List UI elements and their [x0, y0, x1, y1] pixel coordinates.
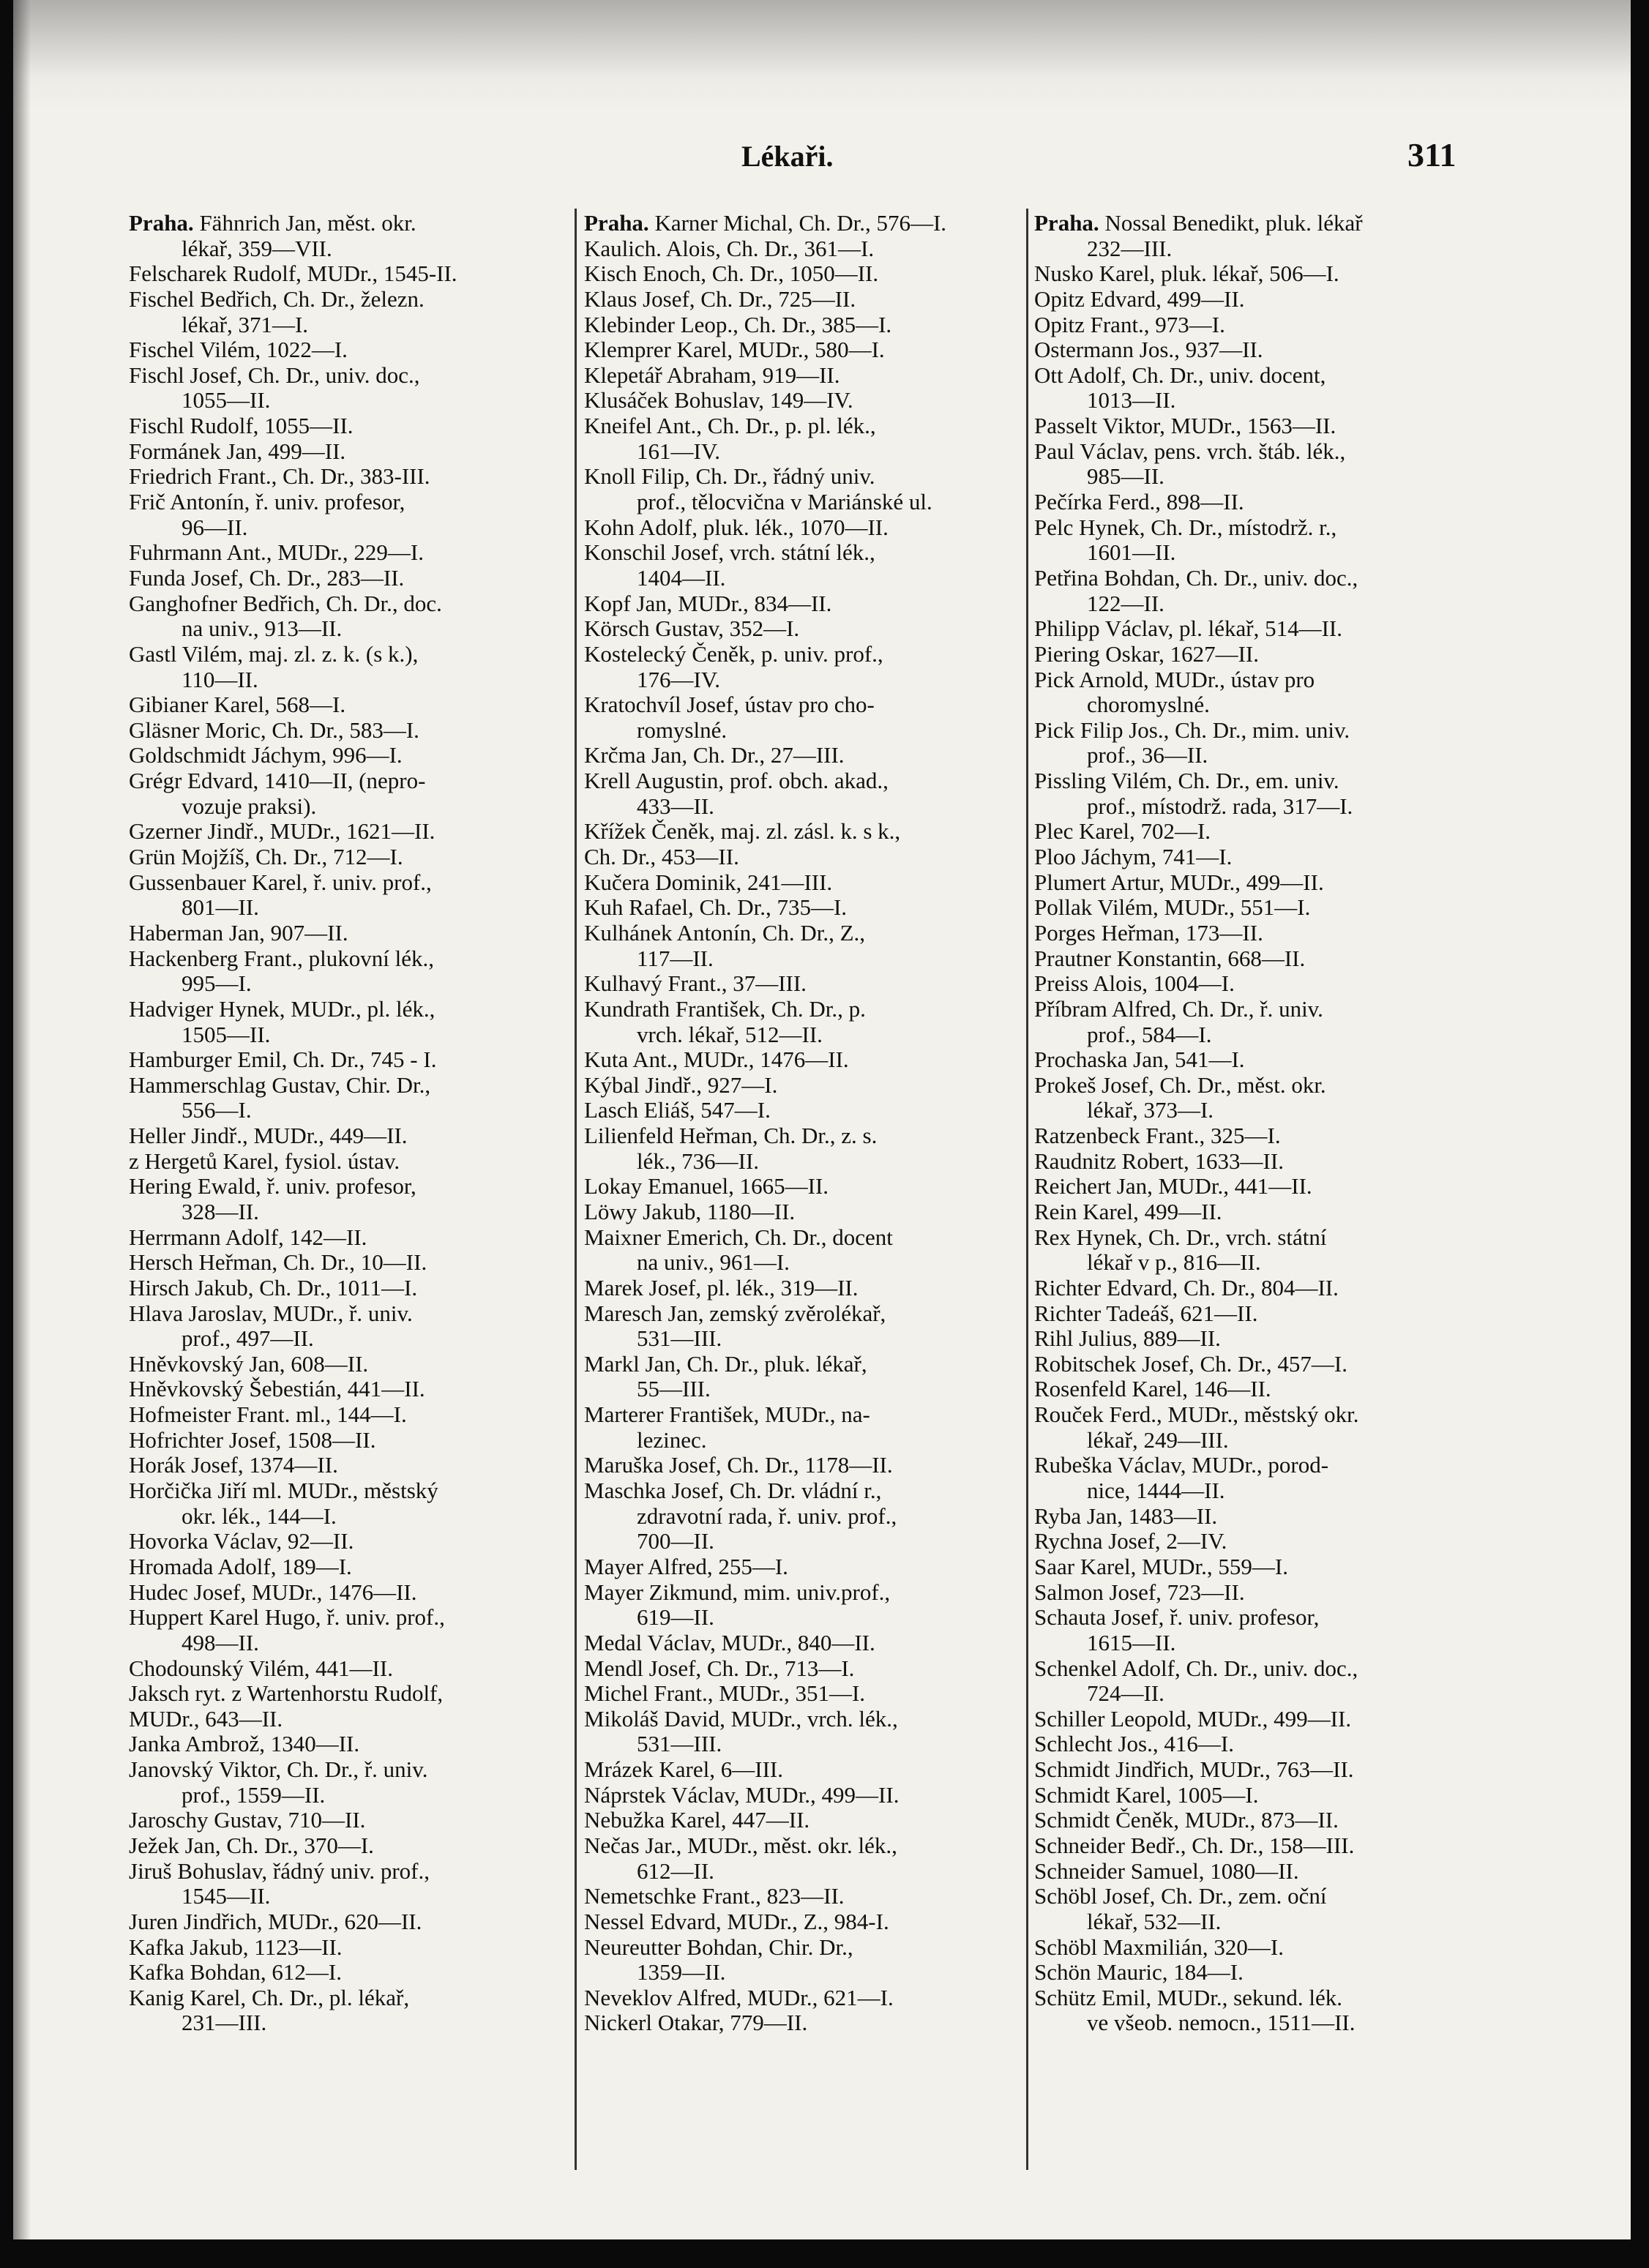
- directory-line: Rex Hynek, Ch. Dr., vrch. státní: [1034, 1224, 1327, 1250]
- directory-line: Hering Ewald, ř. univ. profesor,: [129, 1173, 416, 1200]
- directory-line: Maruška Josef, Ch. Dr., 1178—II.: [584, 1452, 893, 1478]
- directory-line: Opitz Frant., 973—I.: [1034, 311, 1225, 337]
- directory-line: 801—II.: [182, 894, 259, 921]
- directory-line: Nečas Jar., MUDr., měst. okr. lék.,: [584, 1833, 897, 1858]
- directory-line: 724—II.: [1087, 1680, 1164, 1707]
- directory-line: Kafka Jakub, 1123—II.: [129, 1934, 343, 1960]
- directory-line: Robitschek Josef, Ch. Dr., 457—I.: [1034, 1350, 1347, 1377]
- directory-line: Medal Václav, MUDr., 840—II.: [584, 1629, 875, 1655]
- directory-line: Huppert Karel Hugo, ř. univ. prof.,: [129, 1604, 445, 1631]
- directory-line: Opitz Edvard, 499—II.: [1034, 285, 1245, 312]
- directory-line: Kneifel Ant., Ch. Dr., p. pl. lék.,: [584, 413, 876, 439]
- directory-line: 1055—II.: [182, 387, 271, 413]
- directory-line: Felscharek Rudolf, MUDr., 1545-II.: [129, 261, 457, 287]
- page-edge: [13, 0, 31, 2239]
- directory-line: 1013—II.: [1087, 387, 1176, 413]
- directory-line: Lasch Eliáš, 547—I.: [584, 1097, 771, 1123]
- directory-line: Paul Václav, pens. vrch. štáb. lék.,: [1034, 438, 1346, 464]
- directory-line: lezinec.: [637, 1426, 707, 1453]
- directory-line: Nebužka Karel, 447—II.: [584, 1807, 810, 1833]
- directory-line: Ott Adolf, Ch. Dr., univ. docent,: [1034, 362, 1326, 388]
- directory-line: Haberman Jan, 907—II.: [129, 919, 348, 946]
- directory-line: na univ., 961—I.: [637, 1249, 790, 1276]
- directory-line: Gzerner Jindř., MUDr., 1621—II.: [129, 818, 435, 845]
- scan-shadow: [13, 0, 1631, 110]
- directory-line: Kopf Jan, MUDr., 834—II.: [584, 590, 832, 616]
- directory-line: Neveklov Alfred, MUDr., 621—I.: [584, 1984, 894, 2010]
- directory-line: na univ., 913—II.: [182, 615, 343, 642]
- directory-line: Hadviger Hynek, MUDr., pl. lék.,: [129, 995, 435, 1022]
- directory-line: Klebinder Leop., Ch. Dr., 385—I.: [584, 311, 892, 337]
- directory-line: 232—III.: [1087, 235, 1173, 261]
- directory-line: [1034, 211, 1462, 236]
- directory-line: lékař v p., 816—II.: [1087, 1249, 1261, 1276]
- directory-line: Ježek Jan, Ch. Dr., 370—I.: [129, 1833, 374, 1858]
- entry-text: Karner Michal, Ch. Dr., 576—I.: [648, 210, 947, 236]
- directory-line: Náprstek Václav, MUDr., 499—II.: [584, 1781, 900, 1808]
- directory-line: Gibianer Karel, 568—I.: [129, 692, 346, 718]
- directory-line: Hersch Heřman, Ch. Dr., 10—II.: [129, 1249, 427, 1276]
- directory-line: Nusko Karel, pluk. lékař, 506—I.: [1034, 261, 1339, 287]
- directory-line: Hofrichter Josef, 1508—II.: [129, 1426, 376, 1453]
- directory-line: Richter Tadeáš, 621—II.: [1034, 1300, 1258, 1326]
- directory-line: Pečírka Ferd., 898—II.: [1034, 489, 1244, 515]
- directory-line: Klusáček Bohuslav, 149—IV.: [584, 387, 853, 413]
- directory-line: Ratzenbeck Frant., 325—I.: [1034, 1123, 1281, 1149]
- directory-line: Schön Mauric, 184—I.: [1034, 1959, 1244, 1986]
- directory-line: Klaus Josef, Ch. Dr., 725—II.: [584, 285, 856, 312]
- directory-line: Rein Karel, 499—II.: [1034, 1198, 1222, 1224]
- page-title: Lékaři.: [741, 140, 834, 173]
- column-divider: [575, 209, 577, 2170]
- directory-line: Nickerl Otakar, 779—II.: [584, 2010, 808, 2036]
- directory-line: lékař, 373—I.: [1087, 1097, 1214, 1123]
- directory-line: Schenkel Adolf, Ch. Dr., univ. doc.,: [1034, 1655, 1358, 1681]
- directory-line: Prautner Konstantin, 668—II.: [1034, 945, 1306, 971]
- directory-line: Mayer Zikmund, mim. univ.prof.,: [584, 1579, 891, 1605]
- directory-line: Gläsner Moric, Ch. Dr., 583—I.: [129, 716, 419, 743]
- directory-line: Kýbal Jindř., 927—I.: [584, 1071, 778, 1098]
- directory-line: Hammerschlag Gustav, Chir. Dr.,: [129, 1071, 431, 1098]
- directory-line: Marterer František, MUDr., na-: [584, 1401, 870, 1428]
- directory-line: Kuh Rafael, Ch. Dr., 735—I.: [584, 894, 848, 921]
- directory-line: Hirsch Jakub, Ch. Dr., 1011—I.: [129, 1274, 418, 1300]
- directory-line: Kulhavý Frant., 37—III.: [584, 970, 807, 997]
- directory-line: 700—II.: [637, 1528, 714, 1554]
- directory-line: Maixner Emerich, Ch. Dr., docent: [584, 1224, 893, 1250]
- directory-line: Körsch Gustav, 352—I.: [584, 615, 800, 642]
- directory-line: Michel Frant., MUDr., 351—I.: [584, 1680, 866, 1707]
- directory-line: Ploo Jáchym, 741—I.: [1034, 844, 1233, 870]
- directory-line: zdravotní rada, ř. univ. prof.,: [637, 1502, 897, 1529]
- directory-line: Friedrich Frant., Ch. Dr., 383-III.: [129, 463, 430, 490]
- directory-line: romyslné.: [637, 716, 728, 743]
- directory-line: lékař, 371—I.: [182, 311, 309, 337]
- directory-line: Schlecht Jos., 416—I.: [1034, 1731, 1234, 1757]
- directory-line: Schöbl Maxmilián, 320—I.: [1034, 1934, 1284, 1960]
- directory-line: Goldschmidt Jáchym, 996—I.: [129, 742, 403, 768]
- directory-line: Rouček Ferd., MUDr., městský okr.: [1034, 1401, 1359, 1428]
- city-label: Praha.: [129, 210, 194, 236]
- directory-line: Jaksch ryt. z Wartenhorstu Rudolf,: [129, 1680, 444, 1707]
- directory-line: Kučera Dominik, 241—III.: [584, 869, 833, 895]
- directory-line: [584, 211, 1012, 236]
- directory-line: Marek Josef, pl. lék., 319—II.: [584, 1274, 859, 1300]
- directory-line: Kulhánek Antonín, Ch. Dr., Z.,: [584, 919, 866, 946]
- directory-line: Fischel Vilém, 1022—I.: [129, 337, 348, 363]
- directory-line: 612—II.: [637, 1857, 714, 1884]
- directory-line: prof., 1559—II.: [182, 1781, 326, 1808]
- directory-line: Janka Ambrož, 1340—II.: [129, 1731, 360, 1757]
- directory-line: 110—II.: [182, 666, 258, 692]
- directory-line: prof., tělocvična v Mariánské ul.: [637, 489, 932, 515]
- directory-line: Ryba Jan, 1483—II.: [1034, 1502, 1218, 1529]
- directory-line: 1545—II.: [182, 1883, 271, 1909]
- directory-line: Schütz Emil, MUDr., sekund. lék.: [1034, 1984, 1343, 2010]
- scanned-page: [13, 0, 1631, 2239]
- directory-line: Löwy Jakub, 1180—II.: [584, 1198, 796, 1224]
- directory-line: Jiruš Bohuslav, řádný univ. prof.,: [129, 1857, 430, 1884]
- directory-line: 328—II.: [182, 1198, 259, 1224]
- directory-line: Schöbl Josef, Ch. Dr., zem. oční: [1034, 1883, 1327, 1909]
- directory-line: Schneider Samuel, 1080—II.: [1034, 1857, 1299, 1884]
- directory-line: lékař, 532—II.: [1087, 1908, 1222, 1934]
- directory-line: Philipp Václav, pl. lékař, 514—II.: [1034, 615, 1342, 642]
- directory-line: Heller Jindř., MUDr., 449—II.: [129, 1123, 408, 1149]
- directory-line: Herrmann Adolf, 142—II.: [129, 1224, 367, 1250]
- directory-line: Prokeš Josef, Ch. Dr., měst. okr.: [1034, 1071, 1326, 1098]
- column-2: [584, 211, 1012, 2036]
- directory-line: Fuhrmann Ant., MUDr., 229—I.: [129, 539, 424, 566]
- directory-line: 1404—II.: [637, 564, 726, 591]
- directory-line: Konschil Josef, vrch. státní lék.,: [584, 539, 875, 566]
- directory-line: Kuta Ant., MUDr., 1476—II.: [584, 1047, 849, 1073]
- directory-line: Kratochvíl Josef, ústav pro cho-: [584, 692, 875, 718]
- directory-line: z Hergetů Karel, fysiol. ústav.: [129, 1148, 400, 1174]
- directory-line: Schiller Leopold, MUDr., 499—II.: [1034, 1705, 1352, 1732]
- directory-line: Hněvkovský Šebestián, 441—II.: [129, 1376, 425, 1402]
- directory-line: 619—II.: [637, 1604, 714, 1631]
- directory-line: 122—II.: [1087, 590, 1164, 616]
- directory-line: Křížek Čeněk, maj. zl. zásl. k. s k.,: [584, 818, 901, 845]
- directory-line: Klemprer Karel, MUDr., 580—I.: [584, 337, 885, 363]
- directory-line: Ostermann Jos., 937—II.: [1034, 337, 1263, 363]
- directory-line: 117—II.: [637, 945, 714, 971]
- directory-line: Frič Antonín, ř. univ. profesor,: [129, 489, 405, 515]
- directory-line: Pick Filip Jos., Ch. Dr., mim. univ.: [1034, 716, 1350, 743]
- directory-line: 1601—II.: [1087, 539, 1176, 566]
- directory-line: Hněvkovský Jan, 608—II.: [129, 1350, 369, 1377]
- directory-line: Neureutter Bohdan, Chir. Dr.,: [584, 1934, 853, 1960]
- directory-line: 995—I.: [182, 970, 252, 997]
- directory-line: vozuje praksi).: [182, 793, 317, 819]
- directory-line: Hudec Josef, MUDr., 1476—II.: [129, 1579, 417, 1605]
- directory-line: MUDr., 643—II.: [129, 1705, 283, 1732]
- directory-line: Hofmeister Frant. ml., 144—I.: [129, 1401, 407, 1428]
- directory-line: prof., 36—II.: [1087, 742, 1208, 768]
- directory-line: 55—III.: [637, 1376, 711, 1402]
- directory-line: Formánek Jan, 499—II.: [129, 438, 346, 464]
- directory-line: Příbram Alfred, Ch. Dr., ř. univ.: [1034, 995, 1323, 1022]
- directory-line: Ganghofner Bedřich, Ch. Dr., doc.: [129, 590, 442, 616]
- directory-line: Nemetschke Frant., 823—II.: [584, 1883, 845, 1909]
- directory-line: Maresch Jan, zemský zvěrolékař,: [584, 1300, 886, 1326]
- directory-line: Schneider Bedř., Ch. Dr., 158—III.: [1034, 1833, 1355, 1858]
- directory-line: Piering Oskar, 1627—II.: [1034, 640, 1259, 667]
- directory-line: Kanig Karel, Ch. Dr., pl. lékař,: [129, 1984, 410, 2010]
- directory-line: Kundrath František, Ch. Dr., p.: [584, 995, 866, 1022]
- directory-line: Schmidt Čeněk, MUDr., 873—II.: [1034, 1807, 1339, 1833]
- directory-line: Hackenberg Frant., plukovní lék.,: [129, 945, 434, 971]
- directory-line: Rihl Julius, 889—II.: [1034, 1325, 1221, 1352]
- column-3: [1034, 211, 1462, 2036]
- directory-line: Krell Augustin, prof. obch. akad.,: [584, 768, 889, 794]
- directory-line: Rubeška Václav, MUDr., porod-: [1034, 1452, 1329, 1478]
- directory-line: Plec Karel, 702—I.: [1034, 818, 1211, 845]
- directory-line: Richter Edvard, Ch. Dr., 804—II.: [1034, 1274, 1339, 1300]
- directory-line: Grégr Edvard, 1410—II, (nepro-: [129, 768, 426, 794]
- directory-line: lék., 736—II.: [637, 1148, 760, 1174]
- directory-line: Mayer Alfred, 255—I.: [584, 1553, 788, 1579]
- directory-line: vrch. lékař, 512—II.: [637, 1021, 823, 1047]
- directory-line: Maschka Josef, Ch. Dr. vládní r.,: [584, 1478, 882, 1504]
- directory-line: Chodounský Vilém, 441—II.: [129, 1655, 393, 1681]
- directory-line: Prochaska Jan, 541—I.: [1034, 1047, 1245, 1073]
- directory-line: [129, 211, 557, 236]
- directory-line: okr. lék., 144—I.: [182, 1502, 337, 1529]
- page-number: 311: [1407, 136, 1457, 173]
- directory-line: Ch. Dr., 453—II.: [584, 844, 739, 870]
- directory-line: 433—II.: [637, 793, 714, 819]
- directory-line: nice, 1444—II.: [1087, 1478, 1225, 1504]
- directory-line: 1615—II.: [1087, 1629, 1176, 1655]
- directory-line: Funda Josef, Ch. Dr., 283—II.: [129, 564, 405, 591]
- directory-line: Hromada Adolf, 189—I.: [129, 1553, 352, 1579]
- directory-line: Pissling Vilém, Ch. Dr., em. univ.: [1034, 768, 1339, 794]
- directory-line: Janovský Viktor, Ch. Dr., ř. univ.: [129, 1756, 428, 1783]
- directory-line: ve všeob. nemocn., 1511—II.: [1087, 2010, 1356, 2036]
- directory-line: Petřina Bohdan, Ch. Dr., univ. doc.,: [1034, 564, 1358, 591]
- directory-line: Gussenbauer Karel, ř. univ. prof.,: [129, 869, 432, 895]
- entry-text: Nossal Benedikt, pluk. lékař: [1099, 210, 1363, 236]
- directory-line: prof., místodrž. rada, 317—I.: [1087, 793, 1353, 819]
- directory-line: prof., 497—II.: [182, 1325, 314, 1352]
- directory-line: Pelc Hynek, Ch. Dr., místodrž. r.,: [1034, 514, 1337, 540]
- directory-line: 531—III.: [637, 1731, 722, 1757]
- directory-line: Mikoláš David, MUDr., vrch. lék.,: [584, 1705, 898, 1732]
- directory-line: 498—II.: [182, 1629, 259, 1655]
- column-divider: [1026, 209, 1028, 2170]
- directory-line: 985—II.: [1087, 463, 1164, 490]
- directory-line: 161—IV.: [637, 438, 720, 464]
- directory-line: Horčička Jiří ml. MUDr., městský: [129, 1478, 438, 1504]
- directory-line: Fischel Bedřich, Ch. Dr., železn.: [129, 285, 425, 312]
- directory-line: Juren Jindřich, MUDr., 620—II.: [129, 1908, 422, 1934]
- directory-line: Horák Josef, 1374—II.: [129, 1452, 338, 1478]
- directory-line: 1505—II.: [182, 1021, 271, 1047]
- directory-line: Kostelecký Čeněk, p. univ. prof.,: [584, 640, 883, 667]
- directory-line: Salmon Josef, 723—II.: [1034, 1579, 1245, 1605]
- directory-line: Pollak Vilém, MUDr., 551—I.: [1034, 894, 1311, 921]
- directory-line: Kafka Bohdan, 612—I.: [129, 1959, 342, 1986]
- directory-line: Plumert Artur, MUDr., 499—II.: [1034, 869, 1324, 895]
- directory-line: Jaroschy Gustav, 710—II.: [129, 1807, 366, 1833]
- city-label: Praha.: [584, 210, 649, 236]
- directory-line: prof., 584—I.: [1087, 1021, 1212, 1047]
- city-label: Praha.: [1034, 210, 1099, 236]
- directory-line: Klepetář Abraham, 919—II.: [584, 362, 840, 388]
- directory-line: Grün Mojžíš, Ch. Dr., 712—I.: [129, 844, 403, 870]
- directory-line: Fischl Josef, Ch. Dr., univ. doc.,: [129, 362, 420, 388]
- column-1: [129, 211, 557, 2036]
- directory-line: Porges Heřman, 173—II.: [1034, 919, 1263, 946]
- directory-line: Rosenfeld Karel, 146—II.: [1034, 1376, 1271, 1402]
- directory-line: 556—I.: [182, 1097, 252, 1123]
- directory-line: 96—II.: [182, 514, 248, 540]
- directory-line: 1359—II.: [637, 1959, 726, 1986]
- directory-line: Preiss Alois, 1004—I.: [1034, 970, 1235, 997]
- directory-line: 176—IV.: [637, 666, 720, 692]
- directory-line: Mrázek Karel, 6—III.: [584, 1756, 783, 1783]
- directory-line: Saar Karel, MUDr., 559—I.: [1034, 1553, 1288, 1579]
- directory-line: Hlava Jaroslav, MUDr., ř. univ.: [129, 1300, 413, 1326]
- directory-line: Knoll Filip, Ch. Dr., řádný univ.: [584, 463, 875, 490]
- directory-line: Mendl Josef, Ch. Dr., 713—I.: [584, 1655, 855, 1681]
- directory-line: Gastl Vilém, maj. zl. z. k. (s k.),: [129, 640, 419, 667]
- directory-line: Rychna Josef, 2—IV.: [1034, 1528, 1227, 1554]
- directory-line: Schauta Josef, ř. univ. profesor,: [1034, 1604, 1320, 1631]
- directory-line: Kisch Enoch, Ch. Dr., 1050—II.: [584, 261, 879, 287]
- directory-line: Reichert Jan, MUDr., 441—II.: [1034, 1173, 1312, 1200]
- directory-line: Fischl Rudolf, 1055—II.: [129, 413, 354, 439]
- directory-line: lékař, 249—III.: [1087, 1426, 1229, 1453]
- directory-line: Kaulich. Alois, Ch. Dr., 361—I.: [584, 235, 875, 261]
- directory-line: Hamburger Emil, Ch. Dr., 745 - I.: [129, 1047, 437, 1073]
- directory-line: 231—III.: [182, 2010, 267, 2036]
- directory-line: Lilienfeld Heřman, Ch. Dr., z. s.: [584, 1123, 878, 1149]
- directory-line: Nessel Edvard, MUDr., Z., 984-I.: [584, 1908, 889, 1934]
- directory-line: Markl Jan, Ch. Dr., pluk. lékař,: [584, 1350, 867, 1377]
- directory-line: Kohn Adolf, pluk. lék., 1070—II.: [584, 514, 889, 540]
- entry-text: Fähnrich Jan, měst. okr.: [193, 210, 416, 236]
- directory-line: Lokay Emanuel, 1665—II.: [584, 1173, 829, 1200]
- directory-line: Schmidt Jindřich, MUDr., 763—II.: [1034, 1756, 1354, 1783]
- directory-line: Passelt Viktor, MUDr., 1563—II.: [1034, 413, 1336, 439]
- directory-line: choromyslné.: [1087, 692, 1210, 718]
- directory-line: 531—III.: [637, 1325, 722, 1352]
- directory-line: Pick Arnold, MUDr., ústav pro: [1034, 666, 1315, 692]
- directory-line: Hovorka Václav, 92—II.: [129, 1528, 354, 1554]
- directory-line: Krčma Jan, Ch. Dr., 27—III.: [584, 742, 845, 768]
- directory-line: Schmidt Karel, 1005—I.: [1034, 1781, 1259, 1808]
- directory-line: Raudnitz Robert, 1633—II.: [1034, 1148, 1284, 1174]
- directory-line: lékař, 359—VII.: [182, 235, 332, 261]
